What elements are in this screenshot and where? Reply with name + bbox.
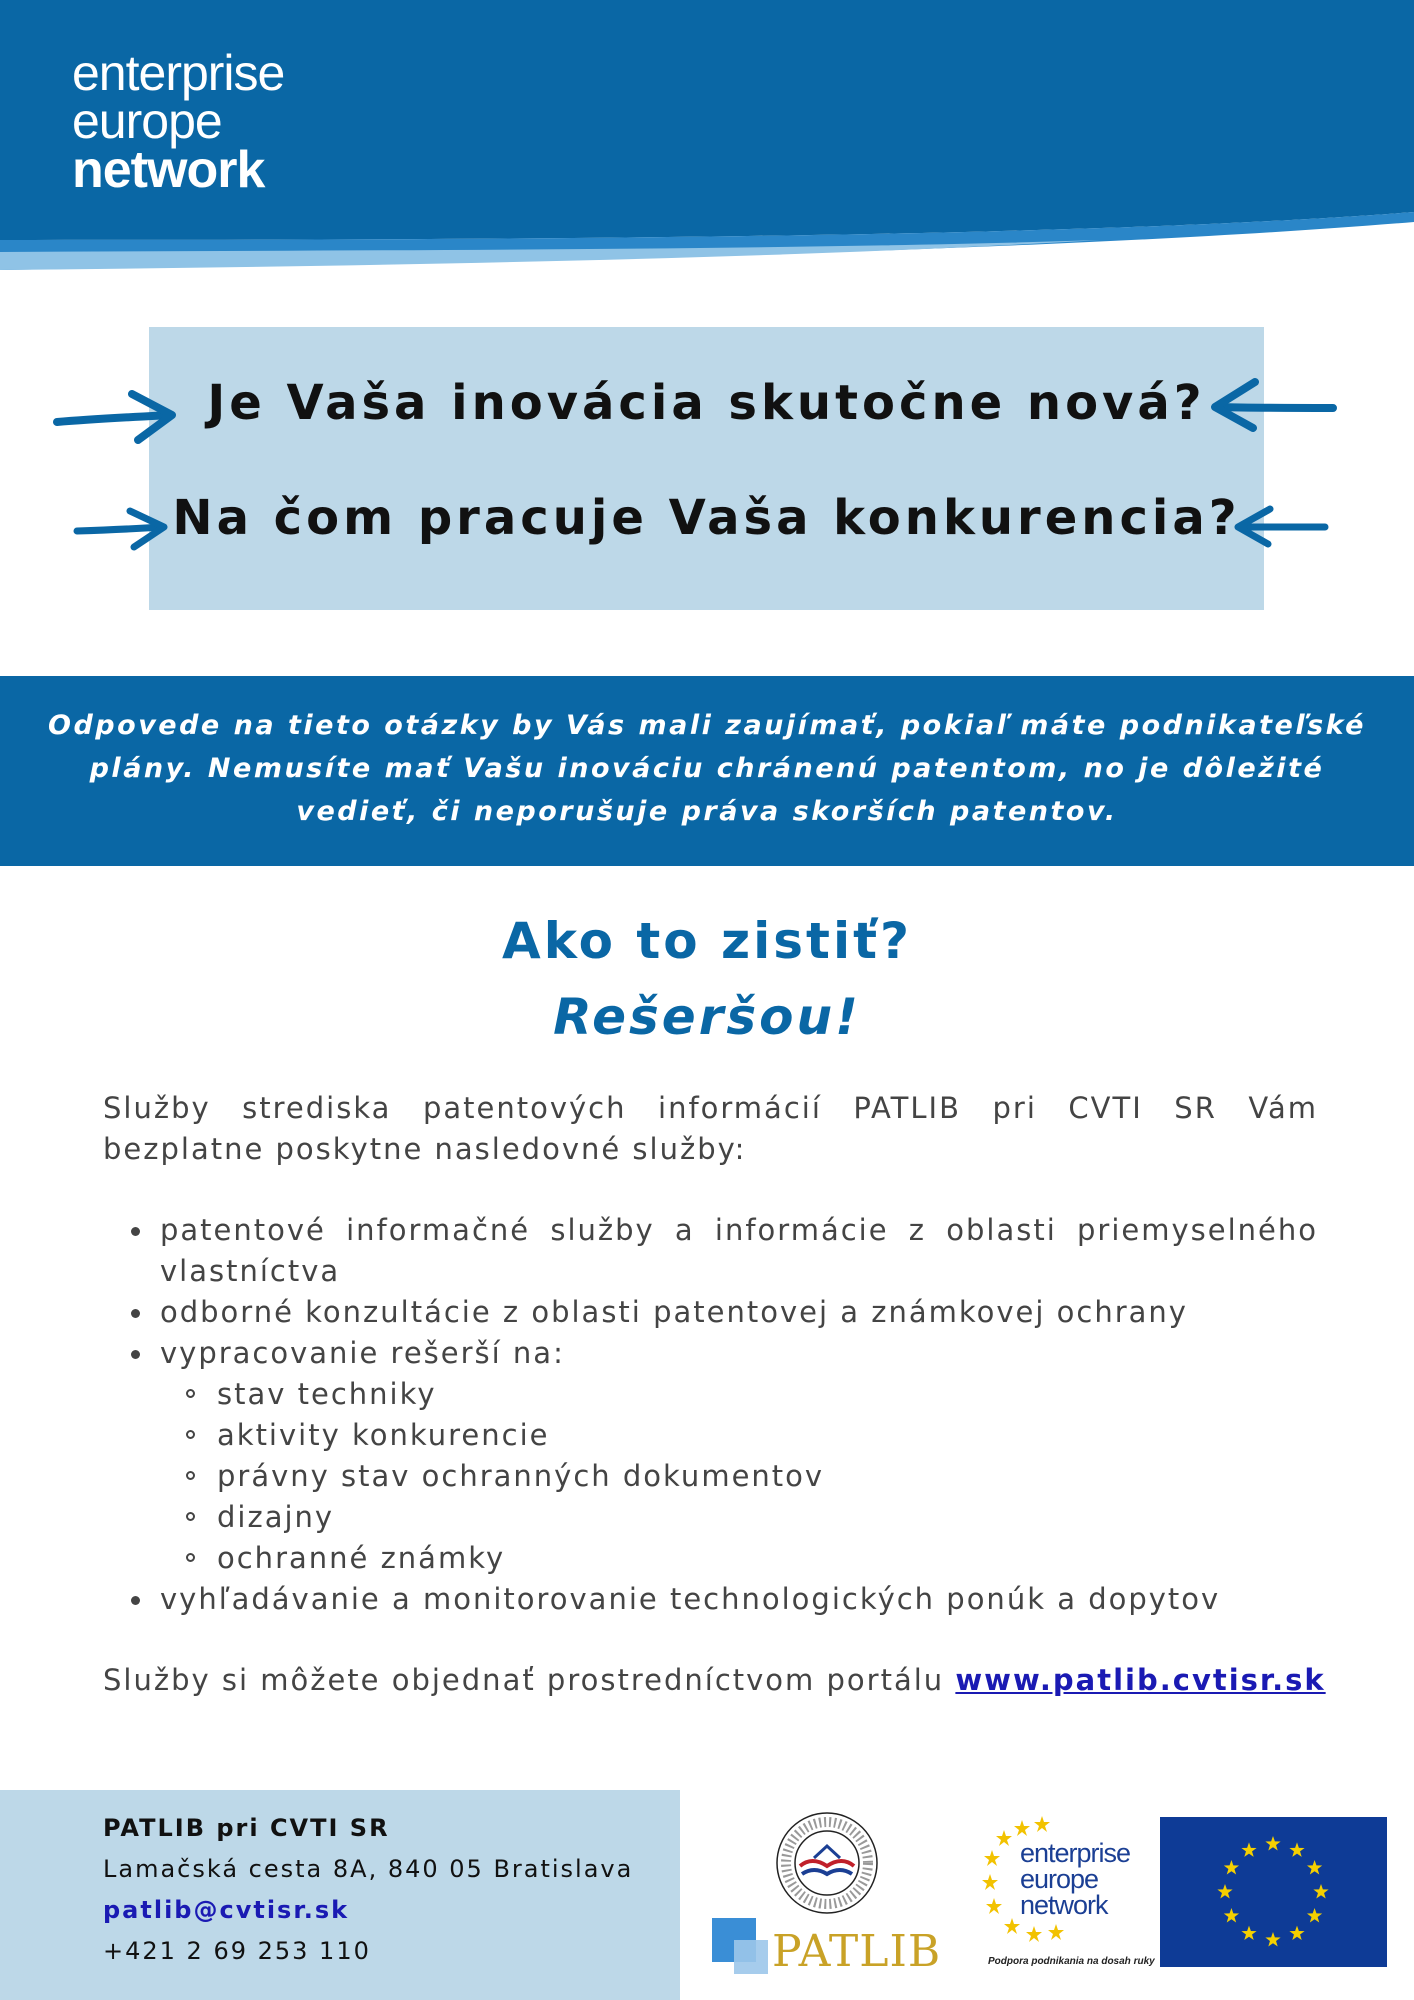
sub-list-item-text: dizajny	[217, 1500, 335, 1534]
arrow-left-icon	[1230, 502, 1330, 552]
logo-line-1: enterprise	[72, 45, 285, 101]
order-text: Služby si môžete objednať prostredníctvom portálu	[103, 1663, 956, 1697]
een-logo	[72, 45, 285, 199]
eu-star-icon	[1241, 1926, 1256, 1940]
intro-paragraph: Služby strediska patentových informácií PATLIB pri CVTI SR Vám bezplatne poskytne nasledovné služby:	[103, 1091, 1318, 1166]
list-item-text: vyhľadávanie a monitorovanie technologických ponúk a dopytov	[160, 1582, 1221, 1616]
list-item-text: vypracovanie rešerší na:	[160, 1336, 565, 1370]
bullet-icon	[131, 1227, 140, 1236]
eu-star-icon	[1313, 1884, 1328, 1898]
arrow-right-icon	[52, 388, 182, 448]
patlib-logo-text: PATLIB	[772, 1926, 942, 1977]
eu-star-icon	[1307, 1860, 1322, 1874]
question-box	[149, 327, 1264, 610]
list-item-text: odborné konzultácie z oblasti patentovej a známkovej ochrany	[160, 1295, 1188, 1329]
logo-line-3: network	[72, 141, 265, 199]
bullet-icon	[131, 1350, 140, 1359]
list-item	[103, 1292, 1318, 1333]
sub-list-item-text: stav techniky	[217, 1377, 437, 1411]
een-small-line-3: network	[1020, 1890, 1108, 1920]
question-2: Na čom pracuje Vaša konkurencia?	[172, 490, 1241, 546]
list-item	[103, 1333, 1318, 1374]
een-small-line-1: enterprise	[1020, 1838, 1131, 1868]
eu-star-icon	[1224, 1860, 1239, 1874]
bullet-icon	[131, 1596, 140, 1605]
patlib-logo	[712, 1912, 942, 1984]
services-list	[103, 1210, 1318, 1620]
eu-star-icon	[1265, 1836, 1280, 1850]
question-1: Je Vaša inovácia skutočne nová?	[207, 375, 1206, 431]
logo-line-2: europe	[72, 93, 222, 149]
arrow-right-icon	[72, 505, 172, 555]
eu-star-icon	[1217, 1884, 1232, 1898]
eu-star-icon	[1265, 1932, 1280, 1946]
org-name: PATLIB pri CVTI SR	[103, 1814, 390, 1842]
eu-flag	[1160, 1817, 1387, 1967]
list-item	[103, 1579, 1318, 1620]
sub-list-item	[103, 1374, 1318, 1415]
patlib-square-icon	[734, 1940, 768, 1974]
sub-list-item	[103, 1497, 1318, 1538]
circle-bullet-icon	[186, 1430, 195, 1439]
een-small-logo	[982, 1810, 1155, 1990]
sub-list-item	[103, 1415, 1318, 1456]
sub-list-item-text: právny stav ochranných dokumentov	[217, 1459, 825, 1493]
eu-star-icon	[1289, 1926, 1304, 1940]
section-heading: Ako to zistiť?	[502, 912, 912, 970]
email-link[interactable]: patlib@cvtisr.sk	[103, 1896, 350, 1924]
header-banner	[0, 0, 1414, 290]
list-item	[103, 1210, 1318, 1292]
sub-list-item	[103, 1456, 1318, 1497]
eu-star-icon	[1224, 1908, 1239, 1922]
contact-footer	[0, 1790, 680, 2000]
address: Lamačská cesta 8A, 840 05 Bratislava	[103, 1855, 634, 1883]
info-band	[0, 676, 1414, 866]
section-subheading: Rešeršou!	[553, 988, 861, 1046]
eu-stars-icon	[1160, 1817, 1387, 1967]
circle-bullet-icon	[186, 1512, 195, 1521]
phone-number: +421 2 69 253 110	[103, 1937, 371, 1965]
eu-star-icon	[1241, 1842, 1256, 1856]
arrow-left-icon	[1205, 374, 1340, 434]
sub-list-item-text: aktivity konkurencie	[217, 1418, 550, 1452]
circle-bullet-icon	[186, 1553, 195, 1562]
sub-list-item-text: ochranné známky	[217, 1541, 506, 1575]
portal-link[interactable]: www.patlib.cvtisr.sk	[955, 1663, 1326, 1697]
cvti-logo-icon	[772, 1808, 882, 1918]
order-line	[103, 1663, 1326, 1697]
list-item-text: patentové informačné služby a informácie z oblasti priemyselného vlastníctva	[160, 1213, 1318, 1288]
info-band-text: Odpovede na tieto otázky by Vás mali zaujímať, pokiaľ máte podnikateľské plány. Nemusíte mať Vašu inováciu chránenú patentom, no je dôležité vedieť, či neporušuje práva skorších patentov.	[48, 710, 1366, 827]
bullet-icon	[131, 1309, 140, 1318]
sub-list-item	[103, 1538, 1318, 1579]
een-tagline: Podpora podnikania na dosah ruky	[988, 1956, 1155, 1967]
eu-star-icon	[1307, 1908, 1322, 1922]
eu-star-icon	[1289, 1842, 1304, 1856]
circle-bullet-icon	[186, 1471, 195, 1480]
een-small-line-2: europe	[1020, 1864, 1099, 1894]
circle-bullet-icon	[186, 1389, 195, 1398]
